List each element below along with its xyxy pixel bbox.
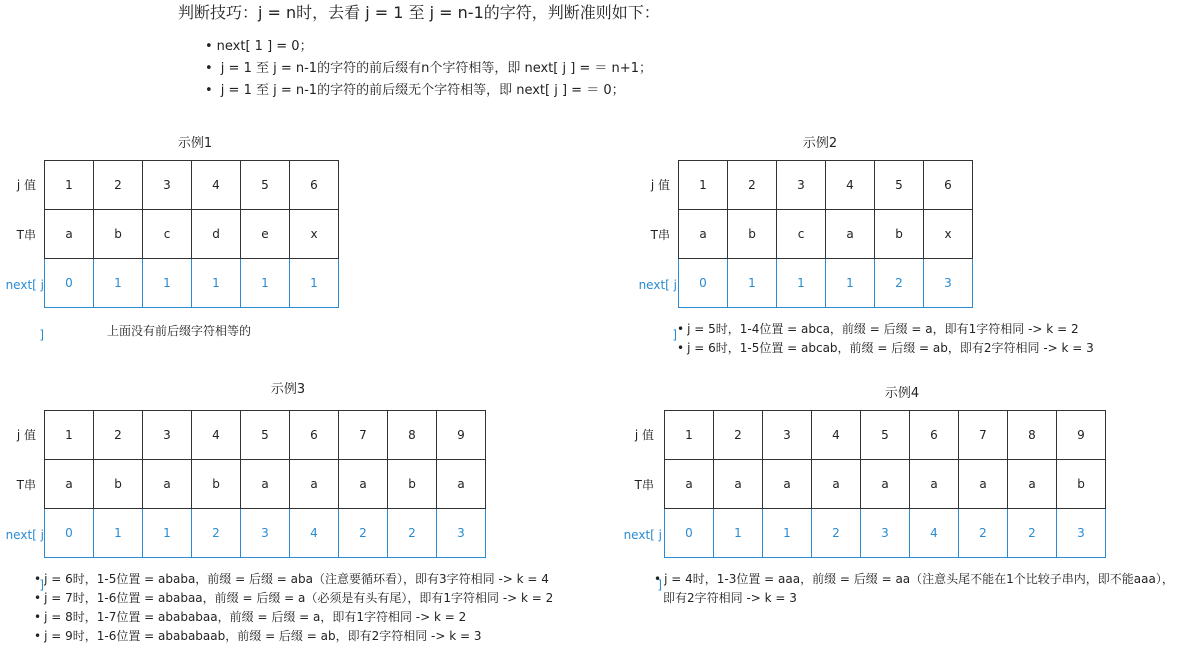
table-cell: a: [437, 460, 486, 509]
example-caption: 示例3: [270, 382, 306, 397]
bullet-item: 即有2字符相同 -> k = 3: [663, 591, 797, 605]
rules-list: [205, 36, 652, 102]
example-table: [664, 410, 1106, 558]
bullet-item: • j = 7时，1-6位置 = ababaa，前缀 = 后缀 = a（必须是有头有尾），即有1字符相同 -> k = 2: [34, 589, 553, 608]
row-label-j: j 值: [634, 428, 654, 442]
rule-item: • next[ 1 ] = 0；: [205, 36, 652, 58]
table-cell: 7: [959, 411, 1008, 460]
table-cell: 1: [763, 509, 812, 558]
table-cell: a: [339, 460, 388, 509]
table-cell: 6: [290, 161, 339, 210]
example-table: [44, 410, 486, 558]
table-cell: 4: [826, 161, 875, 210]
bullet-item: • j = 8时，1-7位置 = abababaa，前缀 = 后缀 = a，即有1字符相同 -> k = 2: [34, 608, 553, 627]
bullet-item: • j = 5时，1-4位置 = abca，前缀 = 后缀 = a，即有1字符相同 -> k = 2: [677, 320, 1094, 339]
bullet-item: • j = 4时，1-3位置 = aaa，前缀 = 后缀 = aa（注意头尾不能在1个比较子串内，即不能aaa），: [654, 570, 1174, 589]
table-cell: a: [763, 460, 812, 509]
bullet-item: • j = 9时，1-6位置 = abababaab，前缀 = 后缀 = ab，即有2字符相同 -> k = 3: [34, 627, 553, 646]
table-cell: 3: [1057, 509, 1106, 558]
table-cell: 3: [437, 509, 486, 558]
table-cell: b: [728, 210, 777, 259]
table-cell: c: [777, 210, 826, 259]
table-cell: a: [910, 460, 959, 509]
table-cell: a: [45, 460, 94, 509]
table-cell: a: [1008, 460, 1057, 509]
table-cell: 1: [728, 259, 777, 308]
table-cell: 3: [924, 259, 973, 308]
table-cell: 1: [192, 259, 241, 308]
table-cell: 1: [290, 259, 339, 308]
table-cell: 3: [143, 161, 192, 210]
t-row: [45, 210, 339, 259]
table-cell: 1: [241, 259, 290, 308]
table-cell: 2: [388, 509, 437, 558]
example-table: [678, 160, 973, 308]
rule-item: • j = 1 至 j = n-1的字符的前后缀无个字符相等，即 next[ j ] = ＝ 0；: [205, 80, 652, 102]
table-cell: x: [290, 210, 339, 259]
table-cell: 3: [763, 411, 812, 460]
example-table: [44, 160, 339, 308]
table-cell: 2: [812, 509, 861, 558]
table-cell: 2: [959, 509, 1008, 558]
table-cell: 7: [339, 411, 388, 460]
table-cell: b: [192, 460, 241, 509]
table-cell: b: [388, 460, 437, 509]
table-cell: 2: [94, 161, 143, 210]
table-cell: 6: [924, 161, 973, 210]
example-caption: 示例1: [177, 136, 213, 151]
table-cell: 5: [861, 411, 910, 460]
table-cell: 6: [290, 411, 339, 460]
table-cell: 5: [241, 411, 290, 460]
bullet-item: • j = 6时，1-5位置 = ababa，前缀 = 后缀 = aba（注意要循环看），即有3字符相同 -> k = 4: [34, 570, 553, 589]
table-cell: a: [241, 460, 290, 509]
table-cell: a: [826, 210, 875, 259]
table-cell: 4: [910, 509, 959, 558]
table-cell: a: [812, 460, 861, 509]
example-caption: 示例2: [802, 136, 838, 151]
row-label-next: next[ j ]: [5, 278, 44, 342]
next-row: [45, 509, 486, 558]
table-cell: a: [861, 460, 910, 509]
table-cell: 1: [45, 411, 94, 460]
table-cell: 1: [679, 161, 728, 210]
j-row: [665, 411, 1106, 460]
table-cell: 1: [45, 161, 94, 210]
next-row: [665, 509, 1106, 558]
table-cell: 2: [339, 509, 388, 558]
table-cell: c: [143, 210, 192, 259]
next-row: [45, 259, 339, 308]
j-row: [45, 161, 339, 210]
table-cell: a: [665, 460, 714, 509]
row-label-next: next[ j ]: [5, 528, 44, 592]
example-note: 上面没有前后缀字符相等的: [107, 324, 252, 338]
table-cell: 1: [714, 509, 763, 558]
table-cell: 1: [777, 259, 826, 308]
row-label-j: j 值: [16, 178, 36, 192]
table-cell: 8: [388, 411, 437, 460]
table-cell: a: [143, 460, 192, 509]
table-cell: 1: [143, 509, 192, 558]
table-cell: 2: [94, 411, 143, 460]
table-cell: 2: [1008, 509, 1057, 558]
table-cell: d: [192, 210, 241, 259]
row-label-j: j 值: [16, 428, 36, 442]
table-cell: 3: [861, 509, 910, 558]
table-cell: 2: [875, 259, 924, 308]
bullet-item: • j = 6时，1-5位置 = abcab，前缀 = 后缀 = ab，即有2字符相同 -> k = 3: [677, 339, 1094, 358]
table-cell: 9: [1057, 411, 1106, 460]
table-cell: 3: [777, 161, 826, 210]
table-cell: 0: [665, 509, 714, 558]
table-cell: b: [94, 460, 143, 509]
row-label-t: T串: [16, 228, 36, 242]
t-row: [679, 210, 973, 259]
table-cell: a: [959, 460, 1008, 509]
table-cell: 1: [665, 411, 714, 460]
table-cell: 0: [45, 259, 94, 308]
table-cell: b: [94, 210, 143, 259]
table-cell: b: [1057, 460, 1106, 509]
row-label-t: T串: [650, 228, 670, 242]
example-bullets: [34, 570, 553, 646]
example-bullets: [654, 570, 1174, 608]
table-cell: 1: [826, 259, 875, 308]
table-cell: b: [875, 210, 924, 259]
t-row: [665, 460, 1106, 509]
table-cell: 4: [192, 411, 241, 460]
table-cell: 3: [143, 411, 192, 460]
table-cell: 4: [812, 411, 861, 460]
table-cell: 4: [192, 161, 241, 210]
table-cell: 8: [1008, 411, 1057, 460]
table-cell: 2: [192, 509, 241, 558]
row-label-next: next[ j ]: [638, 278, 677, 342]
table-cell: 5: [241, 161, 290, 210]
table-cell: 0: [679, 259, 728, 308]
table-cell: a: [714, 460, 763, 509]
table-cell: 1: [94, 259, 143, 308]
table-cell: 6: [910, 411, 959, 460]
j-row: [679, 161, 973, 210]
example-bullets: [677, 320, 1094, 358]
table-cell: a: [679, 210, 728, 259]
table-cell: 9: [437, 411, 486, 460]
j-row: [45, 411, 486, 460]
page-title: 判断技巧：j = n时，去看 j = 1 至 j = n-1的字符，判断准则如下：: [178, 3, 660, 22]
table-cell: x: [924, 210, 973, 259]
row-label-next: next[ j ]: [623, 528, 662, 592]
table-cell: 0: [45, 509, 94, 558]
table-cell: 4: [290, 509, 339, 558]
table-cell: 5: [875, 161, 924, 210]
table-cell: a: [45, 210, 94, 259]
rule-item: • j = 1 至 j = n-1的字符的前后缀有n个字符相等，即 next[ j ] = ＝ n+1；: [205, 58, 652, 80]
row-label-t: T串: [634, 478, 654, 492]
row-label-t: T串: [16, 478, 36, 492]
table-cell: e: [241, 210, 290, 259]
next-row: [679, 259, 973, 308]
row-label-j: j 值: [650, 178, 670, 192]
example-caption: 示例4: [884, 386, 920, 401]
t-row: [45, 460, 486, 509]
table-cell: 3: [241, 509, 290, 558]
table-cell: 2: [714, 411, 763, 460]
table-cell: 2: [728, 161, 777, 210]
table-cell: 1: [94, 509, 143, 558]
table-cell: a: [290, 460, 339, 509]
table-cell: 1: [143, 259, 192, 308]
